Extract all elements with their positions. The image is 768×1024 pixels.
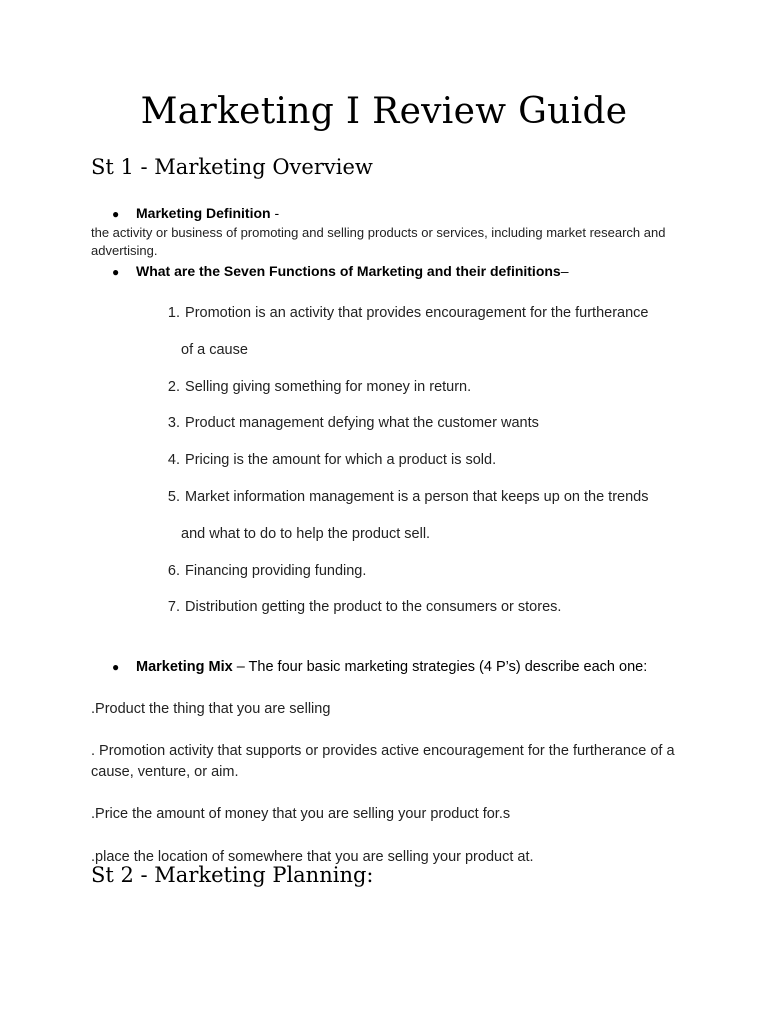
definition-bullet bbox=[112, 204, 279, 223]
list-item bbox=[152, 597, 561, 618]
definition-label: Marketing Definition bbox=[136, 205, 271, 221]
list-text: Selling giving something for money in return. bbox=[185, 379, 472, 395]
list-number: 1. bbox=[167, 305, 180, 321]
list-text: Financing providing funding. bbox=[185, 563, 367, 579]
list-text: Pricing is the amount for which a product is sold. bbox=[185, 452, 497, 468]
list-text: Distribution getting the product to the consumers or stores. bbox=[185, 599, 562, 615]
section-1-heading: St 1 - Marketing Overview bbox=[91, 155, 373, 179]
section-2-heading: St 2 - Marketing Planning: bbox=[91, 863, 374, 887]
marketing-mix-label: Marketing Mix bbox=[136, 659, 233, 675]
marketing-mix-bullet bbox=[112, 658, 647, 676]
list-item-continuation: and what to do to help the product sell. bbox=[181, 526, 431, 542]
bullet-icon: ● bbox=[112, 207, 120, 221]
bullet-icon: ● bbox=[112, 265, 120, 279]
list-text: Product management defying what the customer wants bbox=[185, 415, 539, 431]
list-item bbox=[152, 413, 539, 434]
mix-item-product: .Product the thing that you are selling bbox=[91, 701, 331, 717]
list-item-continuation: of a cause bbox=[181, 342, 248, 358]
list-item bbox=[152, 561, 366, 582]
list-number: 7. bbox=[167, 599, 180, 615]
list-item bbox=[152, 303, 648, 324]
list-number: 5. bbox=[167, 489, 180, 505]
document-title: Marketing I Review Guide bbox=[140, 91, 628, 132]
list-item bbox=[152, 450, 496, 471]
list-number: 6. bbox=[167, 563, 180, 579]
list-number: 4. bbox=[167, 452, 180, 468]
list-item bbox=[152, 487, 649, 508]
list-text: Promotion is an activity that provides encouragement for the furtherance bbox=[185, 305, 649, 321]
definition-text: the activity or business of promoting and selling products or services, including market research and advertising. bbox=[91, 225, 666, 258]
bullet-icon: ● bbox=[112, 660, 120, 674]
definition-separator: - bbox=[270, 205, 280, 221]
functions-label: What are the Seven Functions of Marketing and their definitions bbox=[136, 263, 561, 279]
list-item bbox=[152, 377, 471, 398]
functions-separator: – bbox=[560, 263, 569, 279]
mix-item-promotion: . Promotion activity that supports or provides active encouragement for the furtherance of a cause, venture, or aim. bbox=[91, 743, 675, 780]
list-number: 3. bbox=[167, 415, 180, 431]
list-text: Market information management is a person that keeps up on the trends bbox=[185, 489, 649, 505]
list-number: 2. bbox=[167, 379, 180, 395]
mix-item-price: .Price the amount of money that you are selling your product for.s bbox=[91, 806, 511, 822]
mix-item-place: .place the location of somewhere that you are selling your product at. bbox=[91, 849, 534, 865]
functions-bullet bbox=[112, 262, 569, 281]
marketing-mix-text: – The four basic marketing strategies (4 P’s) describe each one: bbox=[232, 659, 648, 675]
